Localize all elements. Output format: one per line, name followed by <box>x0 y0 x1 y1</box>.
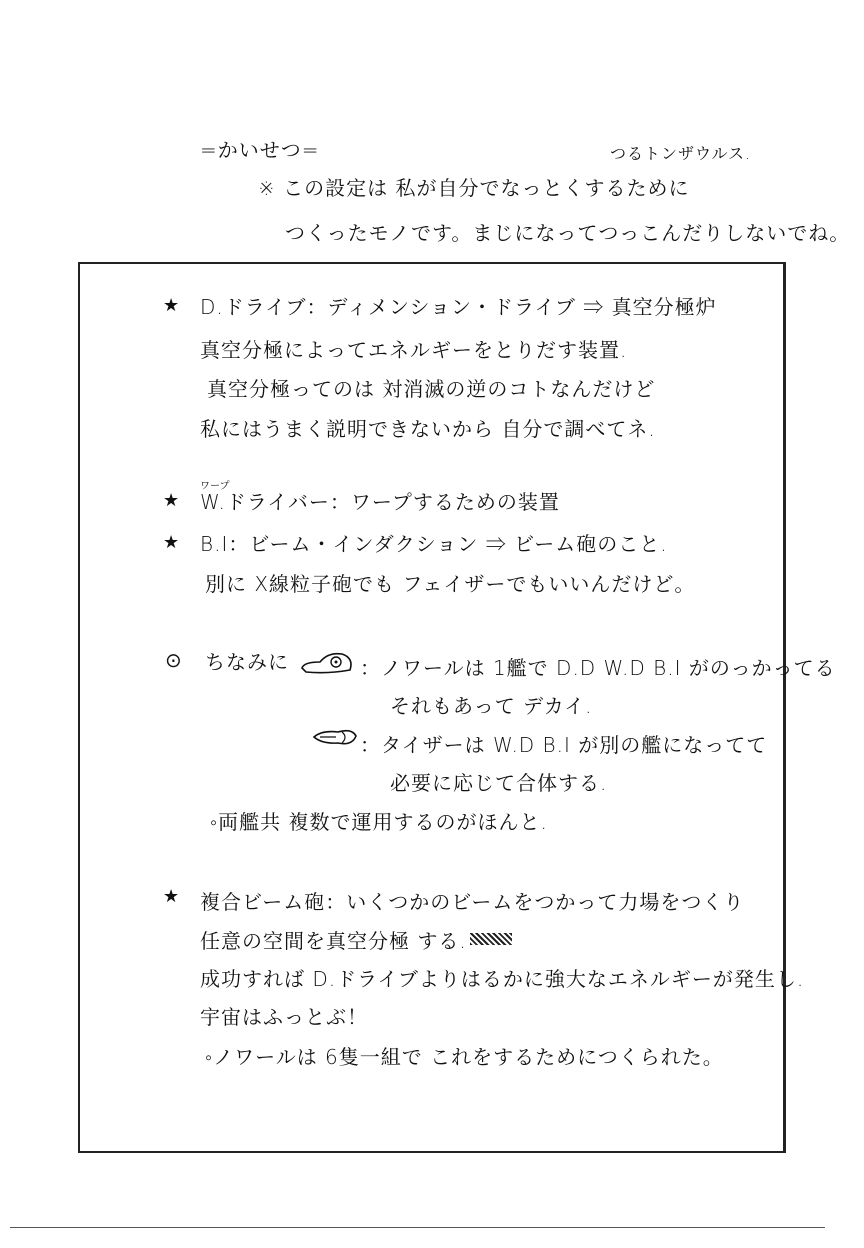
composite-line: 任意の空間を真空分極 する. <box>200 929 467 953</box>
composite-line: 成功すれば D.ドライブよりはるかに強大なエネルギーが発生し. <box>200 967 805 991</box>
note-label: ちなみに <box>205 650 289 674</box>
note-line: つくったモノです。まじになってつっこんだりしないでね。 <box>285 221 851 245</box>
noir-line: それもあって デカイ. <box>390 694 593 718</box>
noir-ship-icon <box>298 648 360 678</box>
composite-line: 宇宙はふっとぶ！ <box>200 1005 368 1029</box>
tiger-ship-icon <box>312 726 360 748</box>
bi-line: 別に X線粒子砲でも フェイザーでもいいんだけど。 <box>205 572 696 596</box>
dd-line: D.ドライブ：ディメンション・ドライブ ⇒ 真空分極炉 <box>200 295 717 319</box>
dd-line: 私にはうまく説明できないから 自分で調べてネ. <box>200 417 656 441</box>
wd-line: W.ドライバー：ワープするための装置 <box>200 490 560 514</box>
circle-dot-bullet-icon: ⊙ <box>165 648 183 672</box>
star-bullet-icon: ★ <box>163 295 180 316</box>
composite-line: ◦ノワールは 6隻一組で これをするためにつくられた。 <box>205 1045 724 1069</box>
page-title: =かいせつ= <box>200 138 320 162</box>
star-bullet-icon: ★ <box>163 886 180 907</box>
star-bullet-icon: ★ <box>163 532 180 553</box>
star-bullet-icon: ★ <box>163 490 180 511</box>
scribbled-out-text <box>470 933 512 945</box>
composite-line: 複合ビーム砲：いくつかのビームをつかって力場をつくり <box>200 890 745 914</box>
tiger-line: 必要に応じて合体する. <box>390 771 608 795</box>
bottom-rule <box>10 1227 825 1228</box>
note-footnote: ◦両艦共 複数で運用するのがほんと. <box>210 810 548 834</box>
dd-line: 真空分極によってエネルギーをとりだす装置. <box>200 338 628 362</box>
dd-line: 真空分極ってのは 対消滅の逆のコトなんだけど <box>207 377 656 401</box>
wd-ruby: ワープ <box>200 481 230 492</box>
tiger-line: ：タイザーは W.D B.I が別の艦になってて <box>360 733 768 757</box>
bi-line: B.I：ビーム・インダクション ⇒ ビーム砲のこと. <box>200 532 668 556</box>
note-line: ※ この設定は 私が自分でなっとくするために <box>258 176 690 200</box>
noir-line: ：ノワールは 1艦で D.D W.D B.I がのっかってる <box>360 656 836 680</box>
author-signature: つるトンザウルス. <box>610 144 752 163</box>
